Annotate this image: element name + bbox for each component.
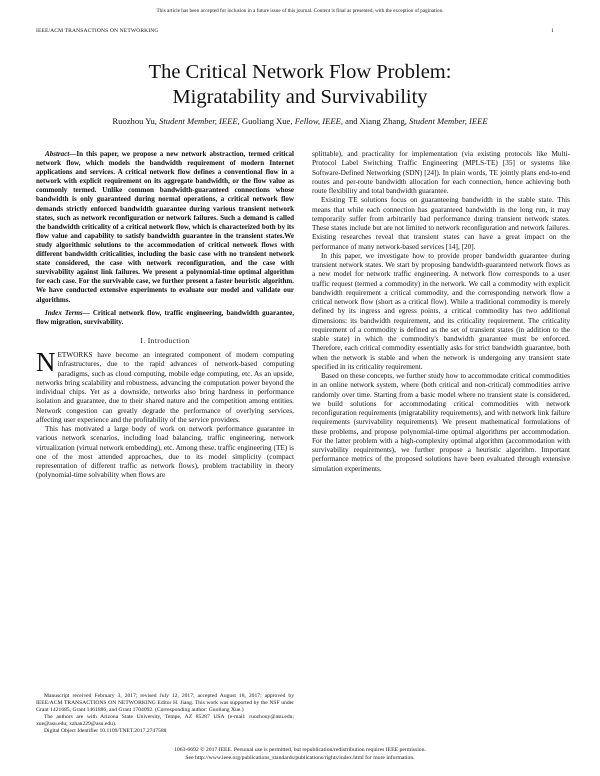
title-line-1: The Critical Network Flow Problem: — [148, 61, 452, 83]
author-3-name: , and Xiang Zhang, — [340, 116, 407, 126]
section-heading: I. Introduction — [140, 335, 190, 345]
left-column — [36, 150, 294, 481]
footnote-affiliation: The authors are with Arizona State University, Tempe, AZ 85287 USA (e-mail: ruozhouy@asu.edu; xue@asu.edu; xzhan229@asu.edu). — [36, 714, 294, 728]
intro-paragraph-1-text: ETWORKS have become an integrated component of modern computing infrastructures, due to the rapid advances of network-based computing paradigms, such as cloud computing, mobile edge computing, etc. As an upside, networks bring scalability and robustness, advancing the computation power beyond the individual chips. Yet as a downside, networks also bring hardness in performance isolation and guarantee, due to their shared nature and the competition among entities. Network congestion can greatly degrade the performance of overlying services, affecting user experience and the profitability of the service providers. — [36, 351, 294, 424]
acceptance-note: This article has been accepted for inclusion in a future issue of this journal. Content is final as presented, with the exception of pagination. — [156, 8, 444, 14]
index-terms-text: — Critical network flow, traffic engineering, bandwidth guarantee, flow migration, survivability. — [36, 308, 294, 326]
copyright-footer — [0, 746, 600, 762]
drop-cap: N — [36, 347, 56, 378]
running-header — [36, 28, 554, 34]
right-paragraph-1: splittable), and practicality for implementation (via existing protocols like Multi-Protocol Label Switching Traffic Engineering (MPLS-TE) [35] or systems like Software-Defined Networking (SDN) [24]). In plain words, TE jointly plans end-to-end routes and per-route bandwidth allocation for each connection, hence achieving both route flexibility and total bandwidth guarantee. — [312, 150, 570, 195]
right-paragraph-3: In this paper, we investigate how to provide proper bandwidth guarantee during transient network states. We start by proposing bandwidth-guaranteed network flows as a new model for network traffic engineering. A network flow corresponds to a user traffic request (termed a commodity) in the network. We call a commodity with explicit bandwidth requirement a critical commodity, and the corresponding network flow a critical network flow (short as a critical flow). While a traditional commodity is merely defined by its ingress and egress points, a critical commodity has two additional dimensions: its bandwidth requirement, and its criticality requirement. The criticality requirement of a commodity is defined as the set of transient states (in addition to the stable state) in which the commodity's bandwidth guarantee must be enforced. Therefore, each critical commodity essentially asks for strict bandwidth guarantee, both when the network is stable and when the network is undergoing any transient state specified in its criticality requirement. — [312, 251, 570, 371]
footnotes — [36, 693, 294, 736]
author-3-role: Student Member, IEEE — [409, 116, 488, 126]
intro-paragraph-2: This has motivated a large body of work on network performance guarantee in various network scenarios, including load balancing, traffic engineering, network virtualization (virtual network embedding), etc. Among these, traffic engineering (TE) is one of the most attended approaches, due to its model simplicity (compact representation of different traffic as network flows), problem tractability in theory (polynomial-time solvability when flows are — [36, 425, 294, 480]
index-terms — [36, 309, 294, 327]
abstract-label: Abstract — [45, 150, 70, 158]
right-paragraph-4: Based on these concepts, we further study how to accommodate critical commodities in an online network system, where (both critical and non-critical) commodities arrive randomly over time. Starting from a basic model where no transient state is considered, we build solutions for accommodating critical commodities with network reconfiguration requirements (migratability requirements), and with network link failure requirements (survivability requirements). We present mathematical formulations of these problems, and propose polynomial-time optimal algorithms per accommodation. For the latter problem with a high-complexity optimal algorithm (accommodation with survivability requirements), we further propose a heuristic algorithm. Important performance metrics of the proposed solutions have been evaluated through extensive simulation experiments. — [312, 372, 570, 473]
page-number: 1 — [551, 28, 554, 34]
abstract-text: —In this paper, we propose a new network abstraction, termed critical network flow, which models the bandwidth requirement of modern Internet applications and services. A critical network flow defines a conventional flow in a network with explicit requirement on its aggregate bandwidth, or the flow value as commonly termed. Unlike common bandwidth-guaranteed connections whose bandwidth is only guaranteed during normal operations, a critical network flow demands strictly enforced bandwidth guarantee during various transient network states, such as network reconfiguration or network failures. Such a demand is called the bandwidth criticality of a critical network flow, which is characterized both by its flow value and capability to satisfy bandwidth guarantee in the transient states.We study algorithmic solutions to the accommodation of critical network flows with different bandwidth criticalities, including the basic case with no transient network state considered, the case with network reconfiguration, and the case with survivability against link failures. We present a polynomial-time optimal algorithm for each case. For the survivable case, we further present a faster heuristic algorithm. We have conducted extensive experiments to evaluate our model and validate our algorithms. — [36, 150, 294, 304]
footnote-manuscript: Manuscript received February 3, 2017; revised July 12, 2017; accepted August 18, 2017; approved by IEEE/ACM TRANSACTIONS ON NETWORKING Editor H. Jiang. This work was supported by the NSF under Grant 1421685, Grant 1461886, and Grant 1704092. (Corresponding author: Guoliang Xue.) — [36, 693, 294, 714]
title-line-2: Migratability and Survivability — [172, 86, 428, 108]
author-2-name: , Guoliang Xue, — [237, 116, 293, 126]
copyright-line: 1063-6692 © 2017 IEEE. Personal use is permitted, but republication/redistribution requires IEEE permission. — [174, 747, 426, 753]
author-1-role: Student Member, IEEE — [159, 116, 238, 126]
footnote-doi: Digital Object Identifier 10.1109/TNET.2017.2747588 — [44, 728, 167, 735]
rights-link-line: See http://www.ieee.org/publications_standards/publications/rights/index.html for more information. — [185, 755, 415, 761]
journal-name: IEEE/ACM TRANSACTIONS ON NETWORKING — [36, 28, 159, 34]
right-column — [312, 150, 570, 474]
author-1-name: Ruozhou Yu, — [112, 116, 157, 126]
abstract — [36, 150, 294, 305]
author-2-role: Fellow, IEEE — [294, 116, 341, 126]
paper-title — [0, 60, 600, 110]
right-paragraph-2: Existing TE solutions focus on guaranteeing bandwidth in the stable state. This means that while each connection has guaranteed bandwidth in the long run, it may temporarily suffer from arbitrarily bad performance during transient network states. These states include but are not limited to network reconfiguration and network failures. Existing researches reveal that transient states can have a great impact on the performance of many network-based services [14], [20]. — [312, 196, 570, 251]
index-terms-label: Index Terms — [45, 308, 83, 317]
author-list — [0, 116, 600, 126]
intro-paragraph-1 — [36, 347, 294, 425]
